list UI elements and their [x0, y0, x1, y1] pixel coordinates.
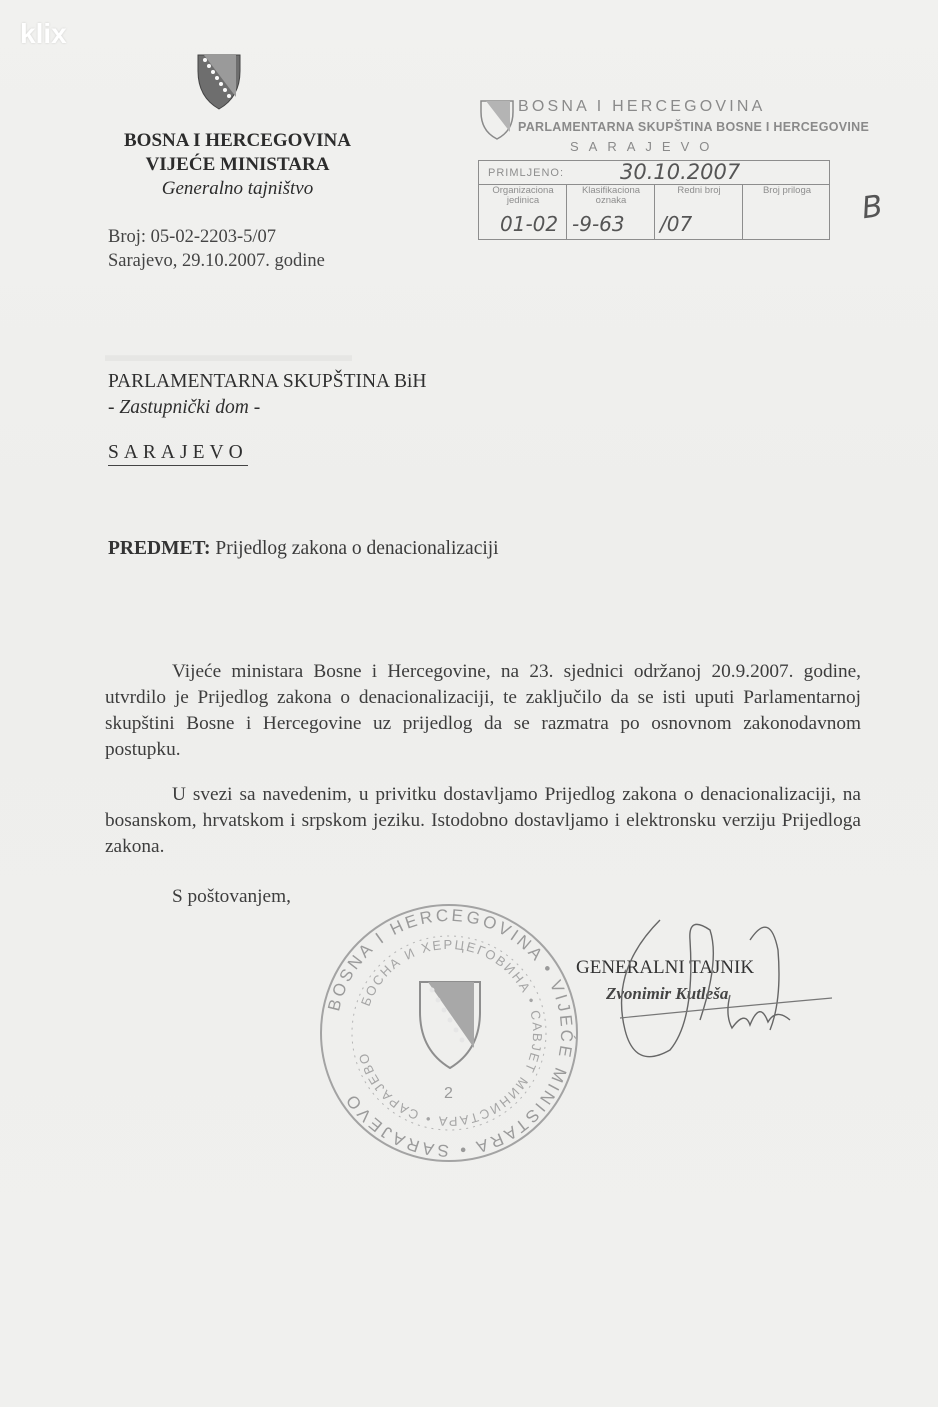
margin-handwritten-mark: B — [859, 188, 885, 227]
official-seal — [316, 900, 582, 1166]
subject-text: Prijedlog zakona o denacionalizaciji — [215, 538, 499, 559]
subject-line — [108, 538, 499, 560]
sender-body: VIJEĆE MINISTARA — [145, 154, 330, 175]
subject-label: PREDMET: — [108, 538, 211, 559]
seal-coat-icon — [420, 982, 480, 1068]
sender-country: BOSNA I HERCEGOVINA — [124, 130, 351, 151]
body-paragraph-2-text: U svezi sa navedenim, u privitku dostavljamo Prijedlog zakona o denacionalizaciji, na bosanskom, hrvatskom i srpskom jeziku. Istodobno dostavljamo i elektronsku verziju Prijedloga zakona. — [105, 784, 861, 857]
stamp-col-divider — [654, 184, 655, 240]
handwritten-signature — [600, 900, 840, 1080]
stamp-col-header: Redni broj — [677, 185, 721, 196]
sender-department: Generalno tajništvo — [161, 178, 314, 199]
stamp-country: BOSNA I HERCEGOVINA — [518, 98, 766, 115]
stamp-value-classification: -9-63 — [572, 212, 625, 236]
closing-salutation: S poštovanjem, — [172, 886, 291, 907]
show-through-ghost: ▬▬▬▬▬▬▬▬▬▬▬▬▬ — [105, 345, 352, 366]
seal-outer-text: BOSNA I HERCEGOVINA • VIJEĆE MINISTARA • SARAJEVO — [324, 905, 577, 1161]
recipient-name: PARLAMENTARNA SKUPŠTINA BiH — [108, 371, 427, 392]
stamp-parliament: PARLAMENTARNA SKUPŠTINA BOSNE I HERCEGOVINE — [518, 120, 870, 134]
body-paragraph-1 — [105, 659, 861, 763]
signatory-name: Zvonimir Kutleša — [606, 984, 729, 1003]
coat-of-arms-icon — [196, 53, 242, 111]
stamp-col-header: Klasifikaciona oznaka — [581, 185, 641, 206]
stamp-value-org-unit: 01-02 — [500, 212, 559, 236]
body-paragraph-1-text: Vijeće ministara Bosne i Hercegovine, na 23. sjednici održanoj 20.9.2007. godine, utvrdilo je Prijedlog zakona o denacionalizaciji, te zaključilo da se isti uputi Parlamentarnoj skupštini Bosne i Hercegovine uz prijedlog da se razmatra po osnovnom zakonodavnom postupku. — [105, 661, 861, 760]
recipient-city: SARAJEVO — [108, 442, 248, 466]
stamp-value-serial: /07 — [660, 212, 693, 236]
seal-inner-text: БОСНА И ХЕРЦЕГОВИНА • САВЈЕТ МИНИСТАРА • САРАЈЕВО — [355, 936, 546, 1130]
klix-watermark: klix — [20, 18, 67, 49]
stamp-city: SARAJEVO — [570, 139, 720, 154]
stamp-col-divider — [742, 184, 743, 240]
seal-number: 2 — [444, 1085, 453, 1102]
stamp-coat-icon — [480, 100, 514, 140]
stamp-col-header: Broj priloga — [762, 185, 812, 196]
stamp-received-label: PRIMLJENO: — [488, 167, 565, 179]
reference-number: Broj: 05-02-2203-5/07 — [108, 227, 277, 247]
recipient-chamber: - Zastupnički dom - — [108, 397, 261, 418]
body-paragraph-2 — [105, 782, 861, 860]
stamp-col-divider — [566, 184, 567, 240]
stamp-col-header: Organizaciona jedinica — [492, 185, 554, 206]
place-date: Sarajevo, 29.10.2007. godine — [108, 251, 325, 271]
stamp-received-date: 30.10.2007 — [620, 160, 741, 184]
signatory-title: GENERALNI TAJNIK — [576, 957, 755, 978]
